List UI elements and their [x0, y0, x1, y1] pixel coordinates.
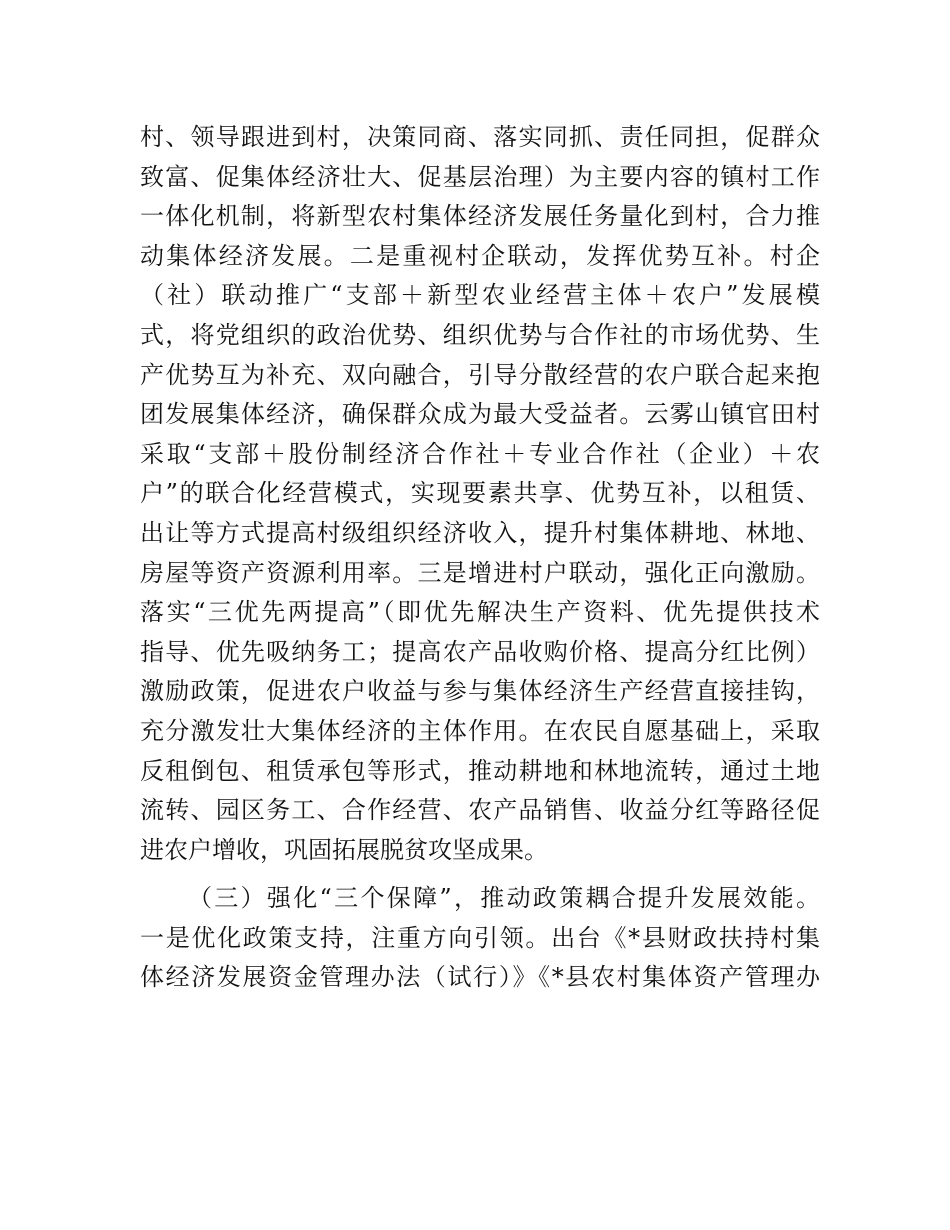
- text-line: 充分激发壮大集体经济的主体作用。在农民自愿基础上，采取: [140, 716, 820, 745]
- text-line: 指导、优先吸纳务工；提高农产品收购价格、提高分红比例）: [140, 637, 820, 666]
- text-line: 出让等方式提高村级组织经济收入，提升村集体耕地、林地、: [140, 518, 820, 547]
- text-line: 反租倒包、租赁承包等形式，推动耕地和林地流转，通过土地: [140, 756, 820, 785]
- text-line: 房屋等资产资源利用率。三是增进村户联动，强化正向激励。: [140, 558, 820, 587]
- text-line: 一是优化政策支持，注重方向引领。出台《*县财政扶持村集: [140, 923, 820, 952]
- text-line: 进农户增收，巩固拓展脱贫攻坚成果。: [140, 835, 548, 864]
- text-line: 激励政策，促进农户收益与参与集体经济生产经营直接挂钩，: [140, 677, 820, 706]
- text-line: 体经济发展资金管理办法（试行）》《*县农村集体资产管理办: [140, 963, 820, 992]
- text-line: 致富、促集体经济壮大、促基层治理）为主要内容的镇村工作: [140, 162, 820, 191]
- paragraph-spacer: [140, 870, 820, 879]
- text-line: 一体化机制，将新型农村集体经济发展任务量化到村，合力推: [140, 202, 820, 231]
- text-line: 户”的联合化经营模式，实现要素共享、优势互补，以租赁、: [140, 479, 820, 508]
- text-line: （社）联动推广“支部＋新型农业经营主体＋农户”发展模: [140, 281, 820, 310]
- text-line: 式，将党组织的政治优势、组织优势与合作社的市场优势、生: [140, 320, 820, 349]
- text-line: 落实“三优先两提高”（即优先解决生产资料、优先提供技术: [140, 598, 820, 627]
- text-line: 村、领导跟进到村，决策同商、落实同抓、责任同担，促群众: [140, 123, 820, 151]
- text-line: 产优势互为补充、双向融合，引导分散经营的农户联合起来抱: [140, 360, 820, 389]
- paragraph-three-guarantees: [140, 879, 820, 998]
- text-line: 流转、园区务工、合作经营、农产品销售、收益分红等路径促: [140, 796, 820, 825]
- section-heading-line: （三）强化“三个保障”，推动政策耦合提升发展效能。: [188, 884, 820, 913]
- text-line: 采取“支部＋股份制经济合作社＋专业合作社（企业）＋农: [140, 439, 820, 468]
- text-line: 动集体经济发展。二是重视村企联动，发挥优势互补。村企: [140, 241, 820, 270]
- text-line: 团发展集体经济，确保群众成为最大受益者。云雾山镇官田村: [140, 400, 820, 429]
- paragraph-village-enterprise-linkage: [140, 118, 820, 870]
- document-body: [140, 118, 820, 998]
